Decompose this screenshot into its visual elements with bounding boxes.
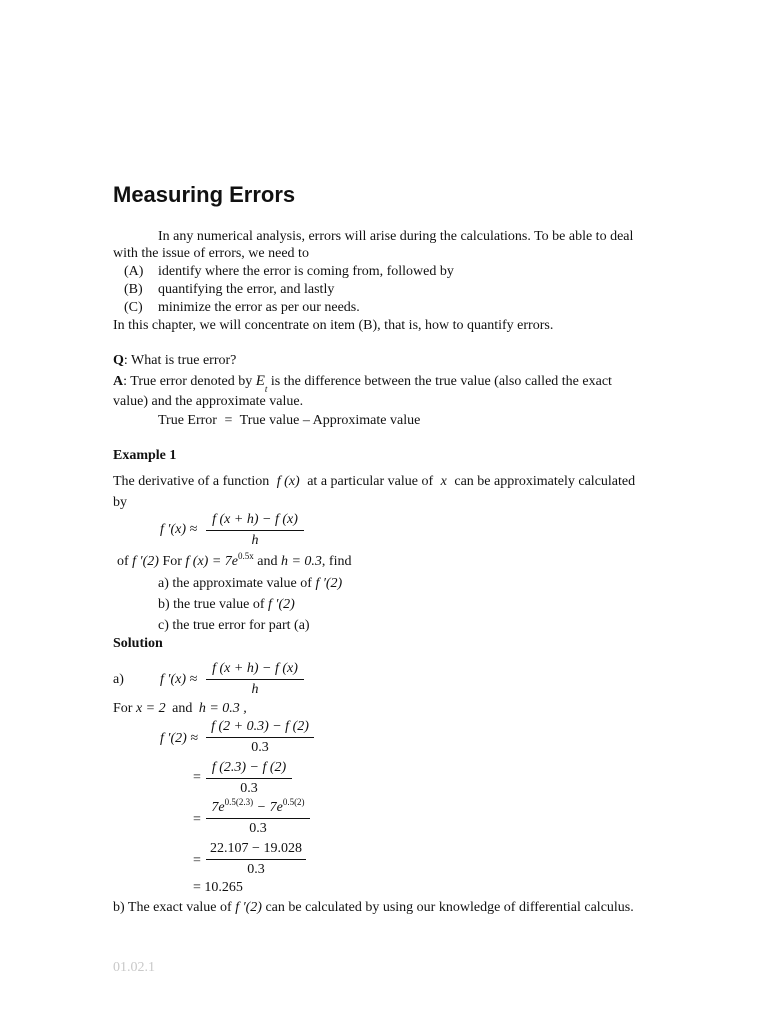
- solution-denominator-1: h: [251, 682, 259, 697]
- for-line-text: For: [113, 701, 133, 716]
- for-values-line: [113, 700, 247, 718]
- for-x-expr: x = 2: [135, 701, 166, 716]
- task-a: [158, 575, 342, 593]
- for-exp: 0.5x: [238, 551, 254, 561]
- example-text-2: at a particular value of: [307, 474, 434, 489]
- fraction-bar: [206, 679, 304, 680]
- example-text-line-2: by: [113, 495, 127, 510]
- example-given-line: [117, 553, 351, 571]
- for-h-expr: h = 0.3 ,: [198, 701, 247, 716]
- solution-fraction-2: [206, 718, 314, 757]
- solution-result: = 10.265: [193, 880, 243, 895]
- list-item-text: minimize the error as per our needs.: [158, 300, 360, 315]
- list-item: [124, 263, 454, 281]
- example-x: x: [440, 474, 447, 489]
- question: [113, 352, 236, 370]
- solution-numerator-2: f (2 + 0.3) − f (2): [211, 719, 309, 734]
- solution-denominator-5: 0.3: [247, 862, 265, 877]
- task-text: a) the approximate value of: [158, 576, 312, 591]
- answer-line-2: value) and the approximate value.: [113, 394, 304, 409]
- solution-numerator-3: f (2.3) − f (2): [211, 760, 287, 775]
- formula-eq: =: [224, 413, 233, 428]
- example-text-1: The derivative of a function: [113, 474, 270, 489]
- task-text: c) the true error for part (a): [158, 618, 310, 633]
- derivative-numerator: f (x + h) − f (x): [212, 512, 298, 527]
- page-title: Measuring Errors: [113, 182, 296, 207]
- solution-fraction-5: [206, 840, 306, 879]
- q-label: Q: [113, 353, 124, 368]
- error-symbol: E: [255, 373, 265, 389]
- and-text: and: [257, 554, 278, 569]
- list-item-text: identify where the error is coming from, followed by: [158, 264, 454, 279]
- solution-heading: Solution: [113, 636, 163, 651]
- solution-denominator-4: 0.3: [249, 821, 267, 836]
- equals-sign: =: [193, 770, 201, 785]
- solution-numerator-5: 22.107 − 19.028: [210, 841, 302, 856]
- num4-a-exp: 0.5(2.3): [224, 797, 254, 807]
- solution-numerator-1: f (x + h) − f (x): [212, 661, 298, 676]
- example-text-line-1: [113, 473, 679, 491]
- fraction-bar: [206, 530, 304, 531]
- a-text-1: : True error denoted by: [123, 374, 253, 389]
- part-b-expr: f ′(2): [235, 900, 262, 915]
- formula-right: True value – Approximate value: [239, 413, 421, 428]
- list-item-label: (A): [124, 264, 144, 279]
- solution-denominator-2: 0.3: [251, 740, 269, 755]
- solution-denominator-3: 0.3: [240, 781, 258, 796]
- list-item-label: (C): [124, 300, 143, 315]
- page-number: 01.02.1: [113, 960, 155, 975]
- fraction-bar: [206, 859, 306, 860]
- equals-sign: =: [193, 812, 201, 827]
- part-b-text-1: b) The exact value of: [113, 900, 232, 915]
- q-text: : What is true error?: [123, 353, 237, 368]
- for-expr: f (x) = 7e: [185, 554, 238, 569]
- a-label: A: [113, 374, 124, 389]
- solution-lhs-2: [160, 730, 198, 748]
- answer-line-1: [113, 372, 679, 395]
- solution-lhs-1: [160, 671, 197, 689]
- for-text: For: [162, 554, 182, 569]
- num4-a: 7e: [211, 800, 225, 815]
- fraction-bar: [206, 737, 314, 738]
- solution-lhs-2-text: f ′(2) ≈: [160, 731, 198, 746]
- derivative-lhs: [160, 521, 197, 539]
- solution-numerator-4: [206, 799, 310, 817]
- list-item: [124, 299, 360, 317]
- solution-fraction-4: [206, 799, 310, 838]
- error-symbol-sub: t: [264, 383, 268, 394]
- example-text-3: can be approximately calculated: [454, 474, 636, 489]
- task-expr: f ′(2): [268, 597, 295, 612]
- part-b-text-2: can be calculated by using our knowledge of differential calculus.: [265, 900, 634, 915]
- task-expr: f ′(2): [315, 576, 343, 591]
- of-text: of: [117, 554, 129, 569]
- equals-sign: =: [193, 853, 201, 868]
- example-fx: f (x): [276, 474, 300, 489]
- intro-closing: In this chapter, we will concentrate on item (B), that is, how to quantify errors.: [113, 318, 554, 333]
- fraction-bar: [206, 778, 292, 779]
- h-expr: h = 0.3: [280, 554, 322, 569]
- list-item-label: (B): [124, 282, 143, 297]
- true-error-formula: [158, 412, 420, 430]
- fraction-bar: [206, 818, 310, 819]
- solution-lhs-1-text: f ′(x) ≈: [160, 672, 198, 687]
- intro-line-1: In any numerical analysis, errors will arise during the calculations. To be able to deal: [158, 229, 634, 244]
- list-item-text: quantifying the error, and lastly: [158, 282, 335, 297]
- derivative-denominator: h: [251, 533, 259, 548]
- part-b-line: [113, 899, 634, 917]
- find-text: , find: [321, 554, 352, 569]
- a-text-2: is the difference between the true value (also called the exact: [270, 374, 612, 389]
- derivative-lhs-text: f ′(x) ≈: [160, 522, 198, 537]
- task-text: b) the true value of: [158, 597, 265, 612]
- formula-left: True Error: [158, 413, 217, 428]
- solution-fraction-3: [206, 759, 292, 798]
- list-item: [124, 281, 334, 299]
- derivative-fraction: [206, 511, 304, 550]
- for-and-text: and: [172, 701, 193, 716]
- num4-b-exp: 0.5(2): [282, 797, 305, 807]
- num4-mid: − 7e: [253, 800, 283, 815]
- task-b: [158, 596, 295, 614]
- part-a-label: a): [113, 672, 124, 687]
- example-heading: Example 1: [113, 448, 177, 463]
- intro-line-2: with the issue of errors, we need to: [113, 246, 309, 261]
- solution-fraction-1: [206, 660, 304, 699]
- of-expr: f ′(2): [132, 554, 159, 569]
- task-c: [158, 617, 310, 635]
